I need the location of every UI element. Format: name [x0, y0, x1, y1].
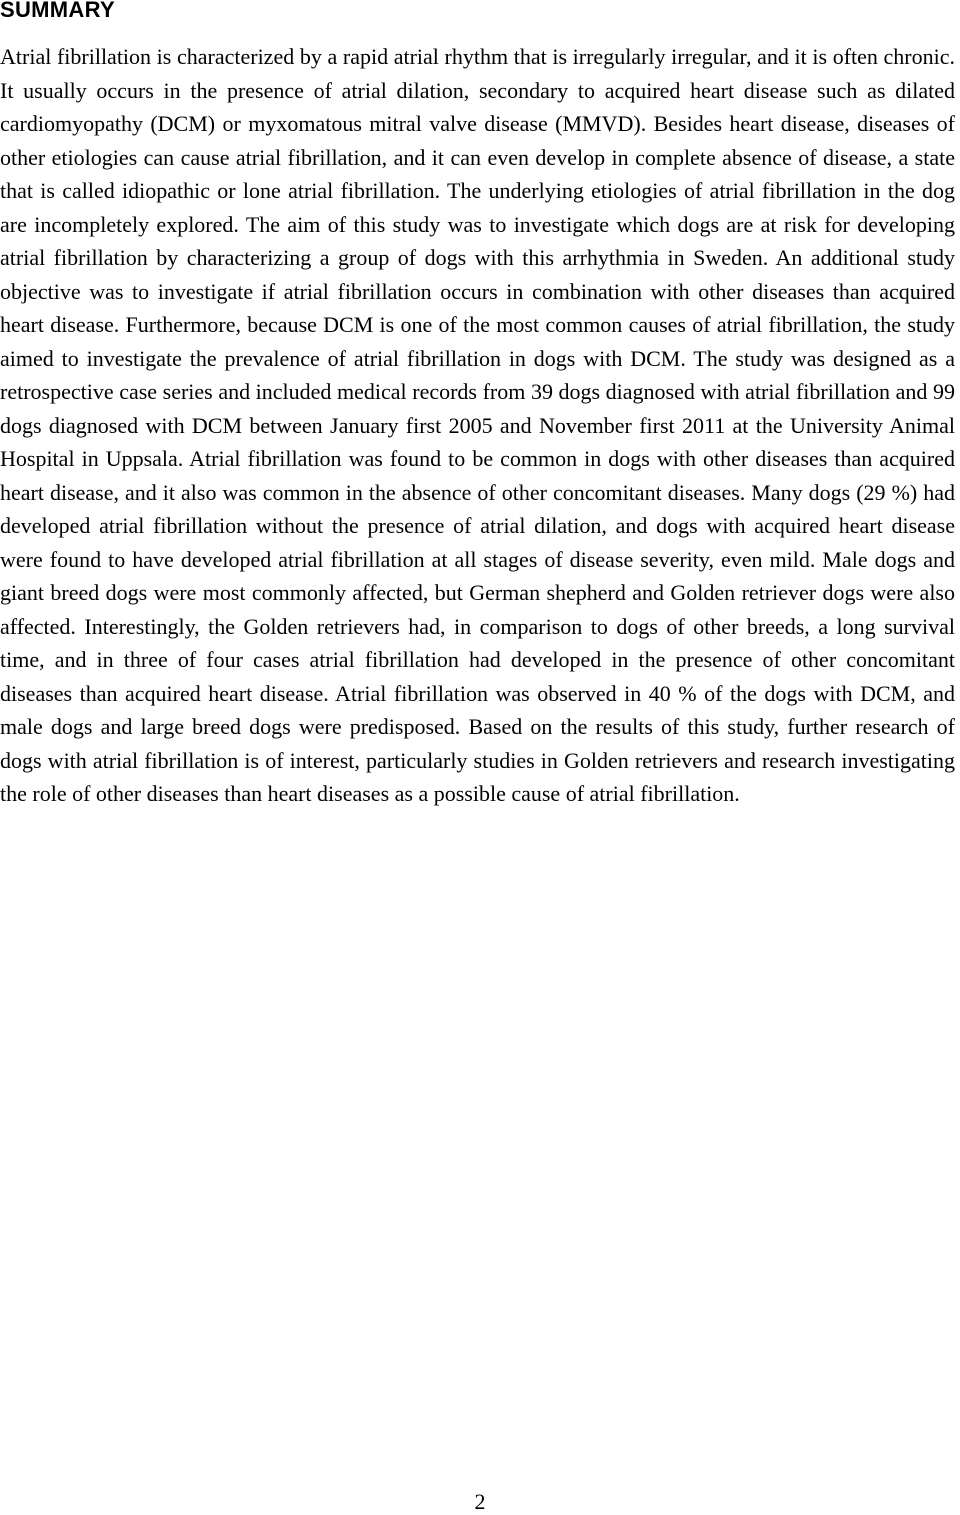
summary-paragraph: Atrial fibrillation is characterized by a rapid atrial rhythm that is irregularly irregular, and it is often chronic. It usually occurs in the presence of atrial dilation, secondary to acquired heart disease such as dilated cardiomyopathy (DCM) or myxomatous mitral valve disease (MMVD). Besides heart disease, diseases of other etiologies can cause atrial fibrillation, and it can even develop in complete absence of disease, a state that is called idiopathic or lone atrial fibrillation. The underlying etiologies of atrial fibrillation in the dog are incompletely explored. The aim of this study was to investigate which dogs are at risk for developing atrial fibrillation by characterizing a group of dogs with this arrhythmia in Sweden. An additional study objective was to investigate if atrial fibrillation occurs in combination with other diseases than acquired heart disease. Furthermore, because DCM is one of the most common causes of atrial fibrillation, the study aimed to investigate the prevalence of atrial fibrillation in dogs with DCM. The study was designed as a retrospective case series and included medical records from 39 dogs diagnosed with atrial fibrillation and 99 dogs diagnosed with DCM between January first 2005 and November first 2011 at the University Animal Hospital in Uppsala. Atrial fibrillation was found to be common in dogs with other diseases than acquired heart disease, and it also was common in the absence of other concomitant diseases. Many dogs (29 %) had developed atrial fibrillation without the presence of atrial dilation, and dogs with acquired heart disease were found to have developed atrial fibrillation at all stages of disease severity, even mild. Male dogs and giant breed dogs were most commonly affected, but German shepherd and Golden retriever dogs were also affected. Interestingly, the Golden retrievers had, in comparison to dogs of other breeds, a long survival time, and in three of four cases atrial fibrillation had developed in the presence of other concomitant diseases than acquired heart disease. Atrial fibrillation was observed in 40 % of the dogs with DCM, and male dogs and large breed dogs were predisposed. Based on the results of this study, further research of dogs with atrial fibrillation is of interest, particularly studies in Golden retrievers and research investigating the role of other diseases than heart diseases as a possible cause of atrial fibrillation. [0, 44, 955, 806]
section-heading: SUMMARY [0, 0, 115, 22]
page-number: 2 [474, 1489, 486, 1514]
